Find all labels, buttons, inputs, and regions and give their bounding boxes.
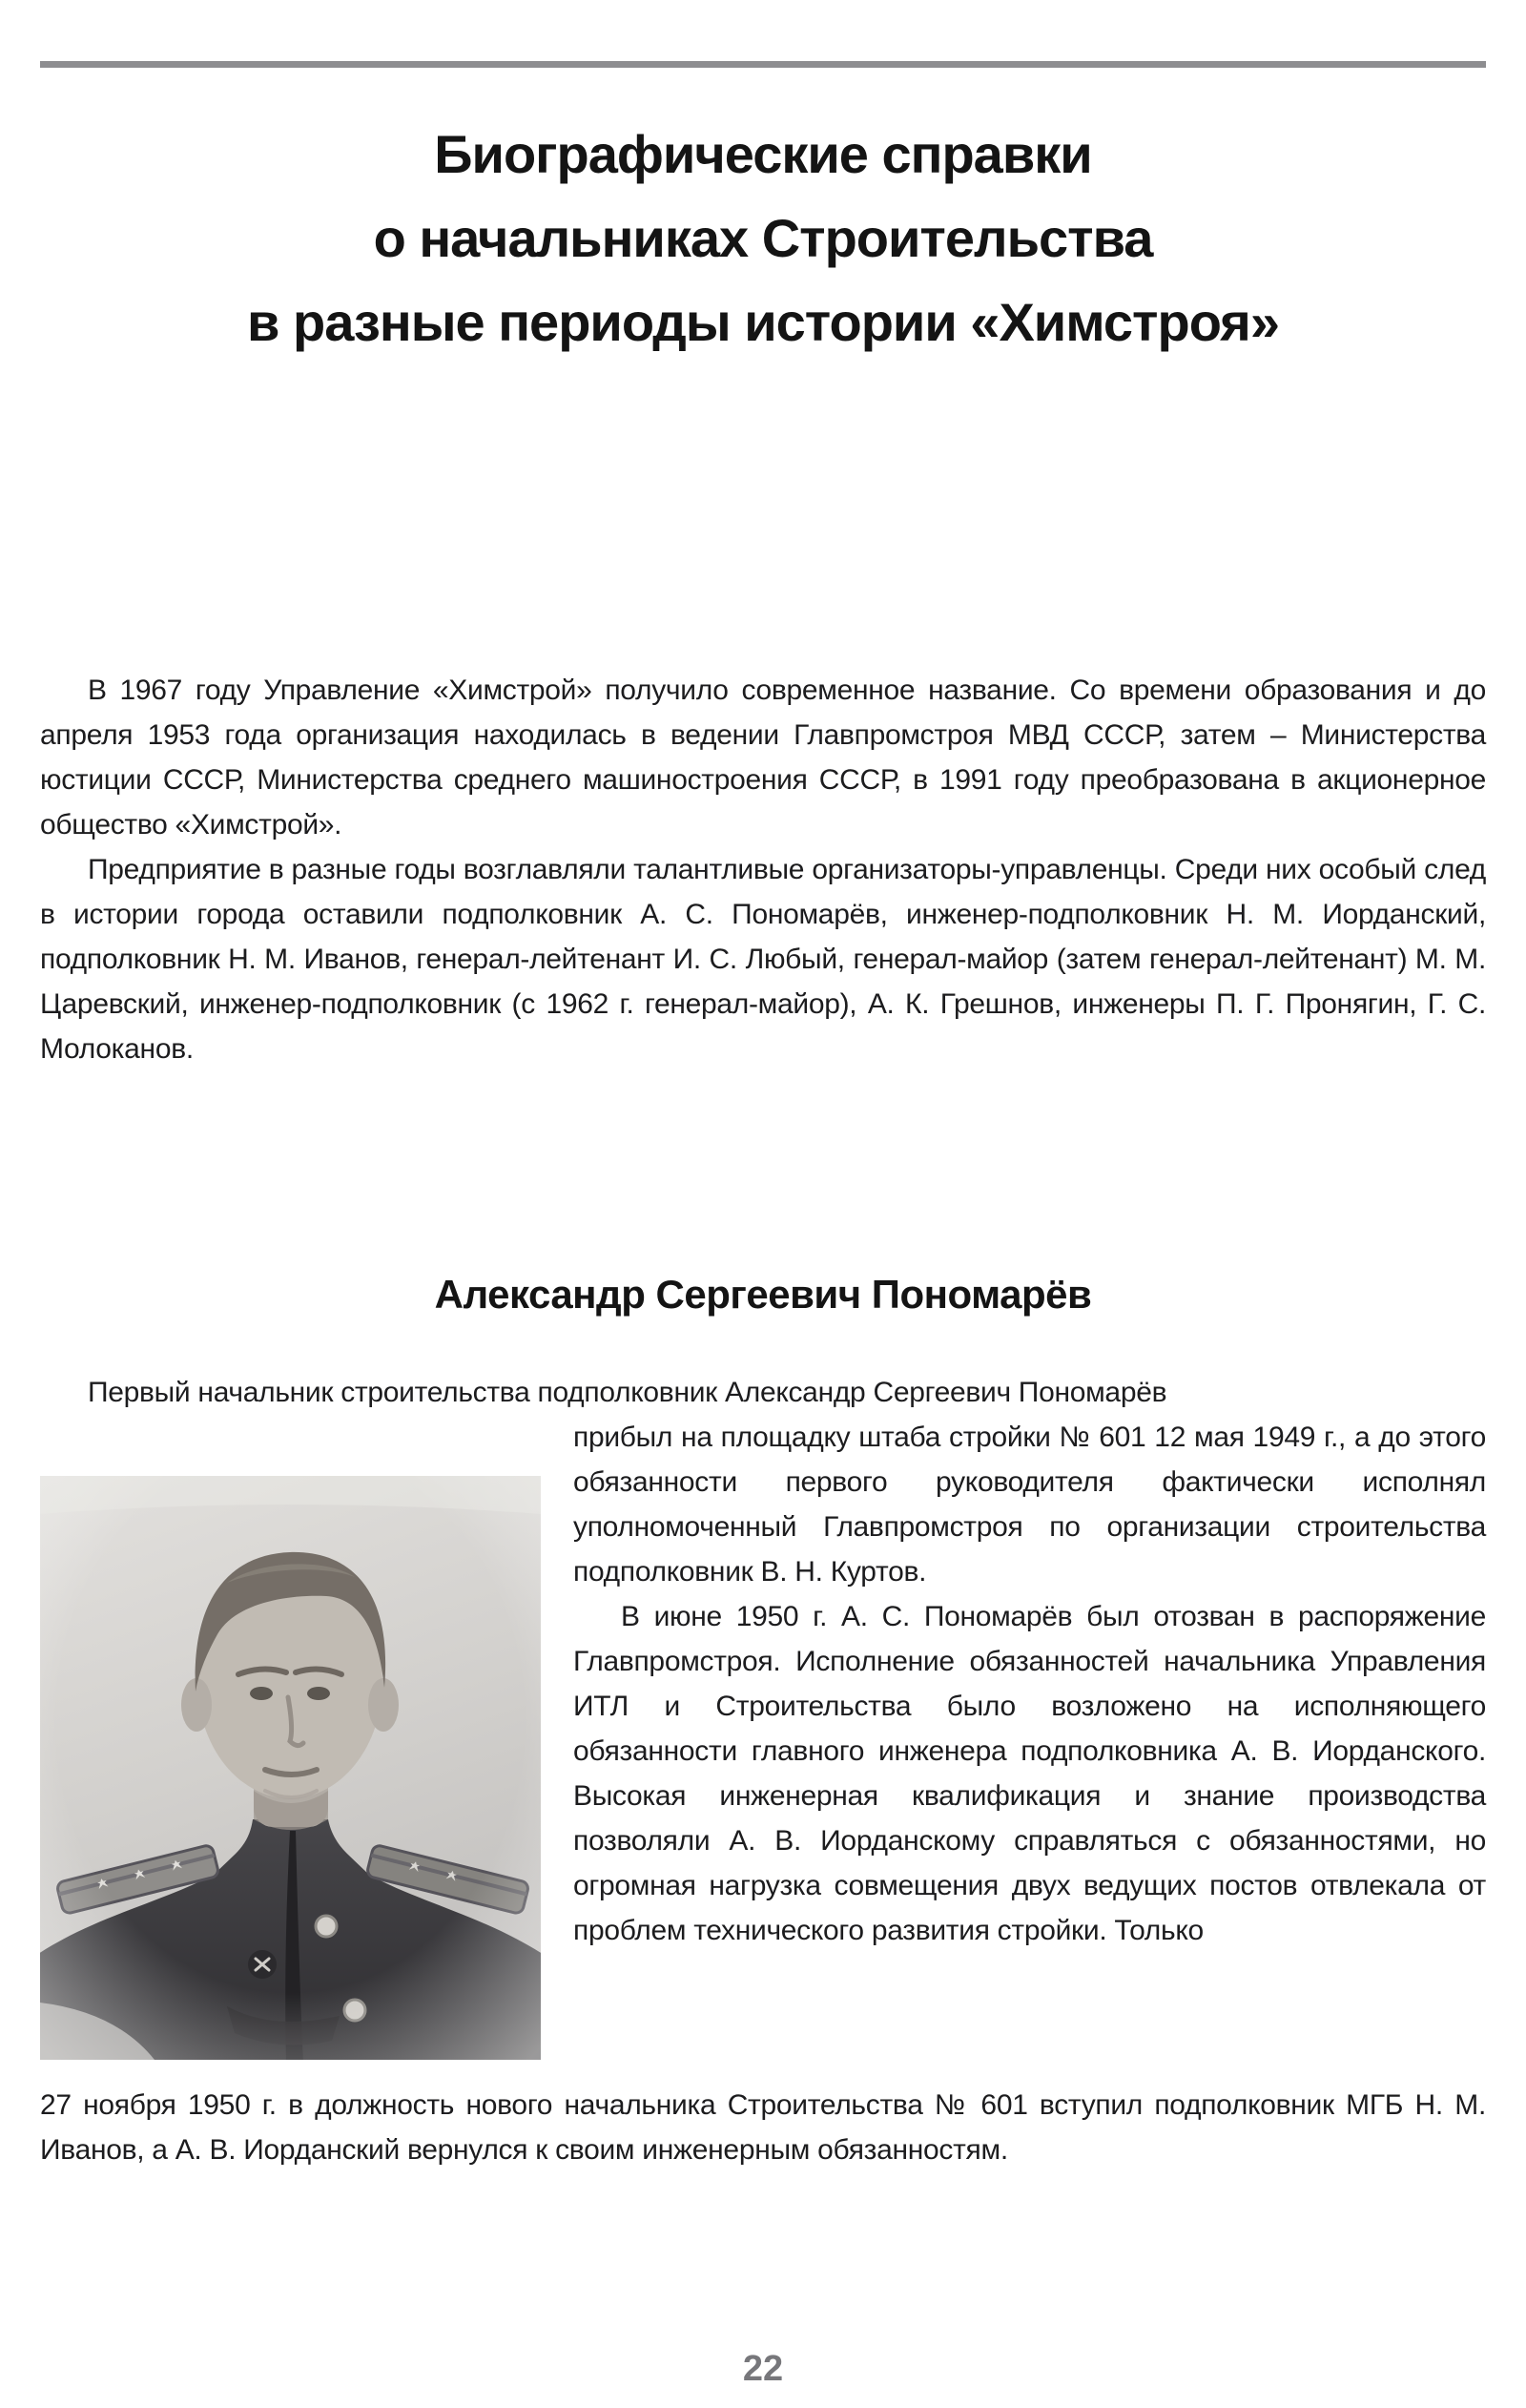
section-heading: Александр Сергеевич Пономарёв — [434, 1272, 1092, 1317]
page-title — [40, 113, 1486, 364]
bio-wrapped-text — [573, 1415, 1486, 2083]
page-title-line-3: в разные периоды истории «Химстроя» — [247, 292, 1279, 352]
portrait-photo — [40, 1476, 541, 2060]
intro-paragraph-2: Предприятие в разные годы возглавляли талантливые организаторы-управленцы. Среди них особый след в истории города оставили подполковник А. С. Пономарёв, инженер-подполковник Н. М. Иорданский, подполковник Н. М. Иванов, генерал-лейтенант И. С. Любый, генерал-майор (затем генерал-лейтенант) М. М. Царевский, инженер-подполковник (с 1962 г. генерал-майор), А. К. Грешнов, инженеры П. Г. Пронягин, Г. С. Молоканов. — [40, 854, 1486, 1065]
intro-section — [40, 668, 1486, 1071]
page-title-line-1: Биографические справки — [434, 124, 1092, 184]
bio-photo-text-row — [40, 1415, 1486, 2083]
top-rule-divider — [40, 61, 1486, 68]
bio-paragraph-2-continued: 27 ноября 1950 г. в должность нового начальника Строительства № 601 вступил подполковник МГБ Н. М. Иванов, а А. В. Иорданский вернулся к своим инженерным обязанностям. — [40, 2089, 1486, 2166]
bio-paragraph-2-wrapped: В июне 1950 г. А. С. Пономарёв был отозван в распоряжение Главпромстроя. Исполнение обязанностей начальника Управления ИТЛ и Строительства было возложено на исполняющего обязанности главного инженера подполковника А. В. Иорданского. Высокая инженерная квалификация и знание производства позволяли А. В. Иорданскому справляться с обязанностями, но огромная нагрузка совмещения двух ведущих постов отвлекала от проблем технического развития стройки. Только — [573, 1601, 1486, 1946]
bio-paragraph-1-rest: прибыл на площадку штаба стройки № 601 12 мая 1949 г., а до этого обязанности первого руководителя фактически исполнял уполномоченный Главпромстроя по организации строительства подполковник В. Н. Куртов. — [573, 1422, 1486, 1588]
biography-section — [40, 1370, 1486, 2172]
page-number: 22 — [742, 2349, 784, 2389]
intro-paragraph-1: В 1967 году Управление «Химстрой» получило современное название. Со времени образования и до апреля 1953 года организация находилась в ведении Главпромстроя МВД СССР, затем – Министерства юстиции СССР, Министерства среднего машиностроения СССР, в 1991 году преобразована в акционерное общество «Химстрой». — [40, 675, 1486, 841]
page-title-line-2: о начальниках Строительства — [373, 208, 1153, 268]
portrait-photo-graphic — [40, 1476, 541, 2060]
bio-first-line: Первый начальник строительства подполковник Александр Сергеевич Пономарёв — [88, 1377, 1167, 1408]
